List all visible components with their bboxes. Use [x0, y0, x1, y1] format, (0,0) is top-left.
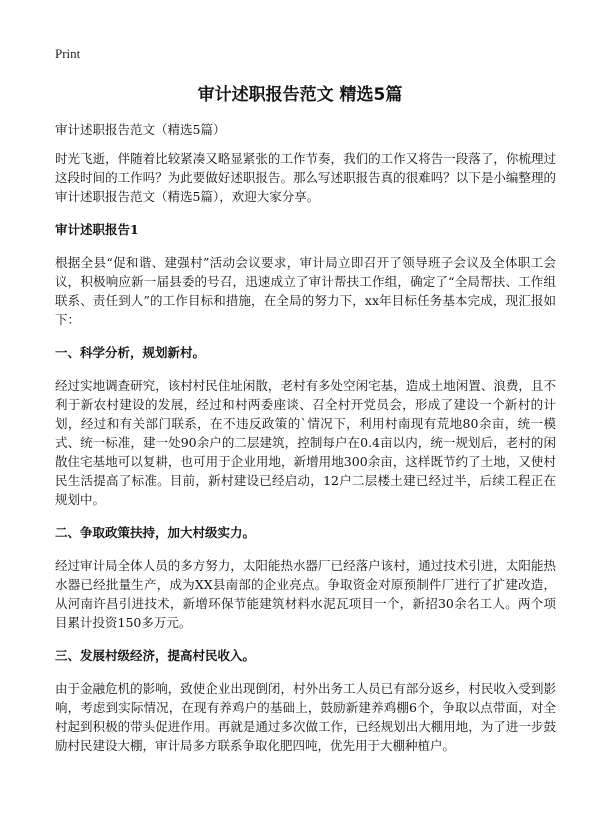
document-body	[55, 120, 556, 769]
report-heading: 审计述职报告1	[55, 222, 139, 237]
print-label[interactable]: Print	[55, 46, 81, 61]
section-paragraph: 经过实地调查研究，该村村民住址闲散，老村有多处空闲宅基，造成土地闲置、浪费，且不利于新农村建设的发展，经过和村两委座谈、召全村开党员会，形成了建设一个新村的计划，经过和有关部门联系，在不违反政策的`情况下，利用村南现有荒地80余亩，统一模式、统一标准，建一处90余户的二层建筑，控制每户在0.4亩以内，统一规划后，老村的闲散住宅基地可以复耕，也可用于企业用地，新增用地300余亩，这样既节约了土地，又使村民生活提高了标准。目前，新村建设已经启动，12户二层楼土建已经过半，后续工程正在规划中。	[55, 378, 556, 507]
section-heading: 三、发展村级经济，提高村民收入。	[55, 648, 256, 663]
page-title: 审计述职报告范文 精选5篇	[197, 85, 403, 105]
section-heading: 一、科学分析，规划新村。	[55, 345, 206, 360]
report-intro-paragraph: 根据全县“促和谐、建强村”活动会议要求，审计局立即召开了领导班子会议及全体职工会议，积极响应新一届县委的号召，迅速成立了审计帮扶工作组，确定了“全局帮扶、工作组联系、责任到人”的工作目标和措施，在全局的努力下，xx年目标任务基本完成，现汇报如下：	[55, 255, 556, 327]
document-subtitle: 审计述职报告范文（精选5篇）	[55, 122, 226, 137]
section-paragraph: 由于金融危机的影响，致使企业出现倒闭，村外出务工人员已有部分返乡，村民收入受到影响，考虑到实际情况，在现有养鸡户的基础上，鼓励新建养鸡棚6个，争取以点带面，对全村起到积极的带头促进作用。再就是通过多次做工作，已经规划出大棚用地，为了进一步鼓励村民建设大棚，审计局多方联系争取化肥四吨，优先用于大棚种植户。	[55, 681, 556, 753]
section-heading: 二、争取政策扶持，加大村级实力。	[55, 525, 256, 540]
intro-paragraph: 时光飞逝，伴随着比较紧凑又略显紧张的工作节奏，我们的工作又将告一段落了，你梳理过这段时间的工作吗？为此要做好述职报告。那么写述职报告真的很难吗？以下是小编整理的审计述职报告范文（精选5篇），欢迎大家分享。	[55, 151, 556, 204]
section-paragraph: 经过审计局全体人员的多方努力，太阳能热水器厂已经落户该村，通过技术引进，太阳能热水器已经批量生产，成为XX县南部的企业亮点。争取资金对原预制件厂进行了扩建改造，从河南许昌引进技术，新增环保节能建筑材料水泥瓦项目一个，新招30余名工人。两个项目累计投资150多万元。	[55, 558, 556, 630]
